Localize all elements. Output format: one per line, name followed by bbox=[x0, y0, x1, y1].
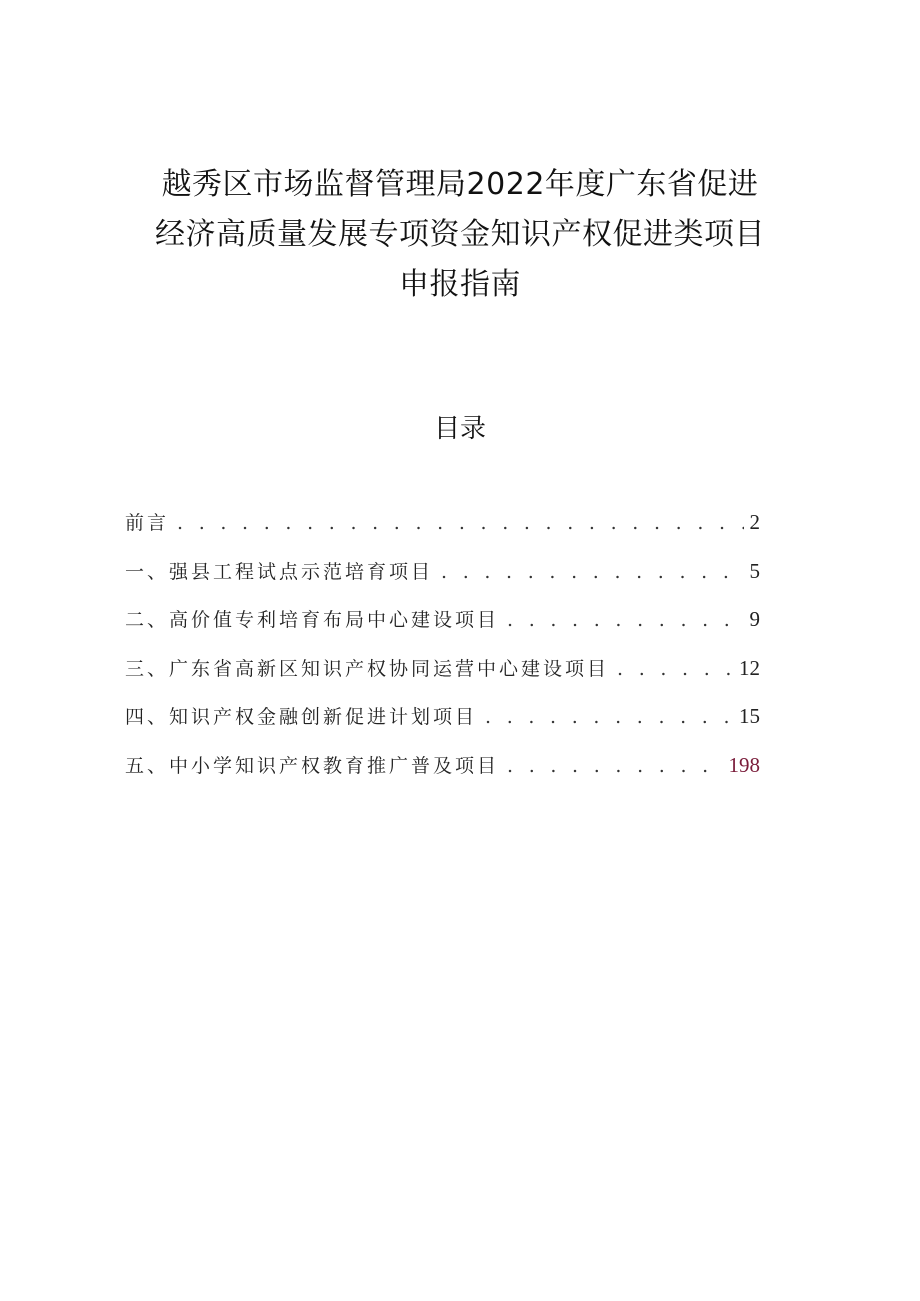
toc-entry-page: 15 bbox=[739, 704, 760, 728]
toc-dot-leader bbox=[177, 512, 743, 534]
toc-entry-2[interactable] bbox=[125, 605, 760, 654]
toc-entry-5[interactable] bbox=[125, 751, 760, 800]
toc-entry-label: 二、高价值专利培育布局中心建设项目 bbox=[125, 609, 500, 631]
toc-entry-label: 四、知识产权金融创新促进计划项目 bbox=[125, 706, 478, 728]
toc-entry-label: 三、广东省高新区知识产权协同运营中心建设项目 bbox=[125, 657, 610, 680]
toc-dot-leader bbox=[617, 658, 733, 680]
toc-entry-4[interactable] bbox=[125, 702, 760, 751]
toc-dot-leader bbox=[485, 706, 733, 728]
toc-entry-page: 2 bbox=[749, 510, 760, 534]
title-line-3: 申报指南 bbox=[399, 267, 521, 302]
title-line-1: 越秀区市场监督管理局2022年度广东省促进 bbox=[161, 167, 759, 202]
toc-entry-page: 9 bbox=[749, 607, 760, 631]
toc-entry-label: 五、中小学知识产权教育推广普及项目 bbox=[125, 754, 500, 777]
toc-entry-label: 前言 bbox=[125, 512, 170, 534]
toc-entry-page: 198 bbox=[728, 752, 760, 777]
toc-heading: 目录 bbox=[433, 414, 486, 444]
toc-dot-leader bbox=[507, 755, 722, 777]
toc-entry-1[interactable] bbox=[125, 557, 760, 606]
toc-entry-page: 5 bbox=[749, 558, 760, 583]
toc-entry-page: 12 bbox=[739, 655, 760, 680]
table-of-contents bbox=[125, 508, 760, 799]
title-line-2: 经济高质量发展专项资金知识产权促进类项目 bbox=[155, 217, 765, 252]
toc-dot-leader bbox=[507, 609, 743, 631]
toc-dot-leader bbox=[441, 561, 743, 583]
toc-entry-3[interactable] bbox=[125, 654, 760, 703]
toc-entry-preface[interactable] bbox=[125, 508, 760, 557]
toc-entry-label: 一、强县工程试点示范培育项目 bbox=[125, 560, 434, 583]
document-title bbox=[100, 160, 820, 310]
